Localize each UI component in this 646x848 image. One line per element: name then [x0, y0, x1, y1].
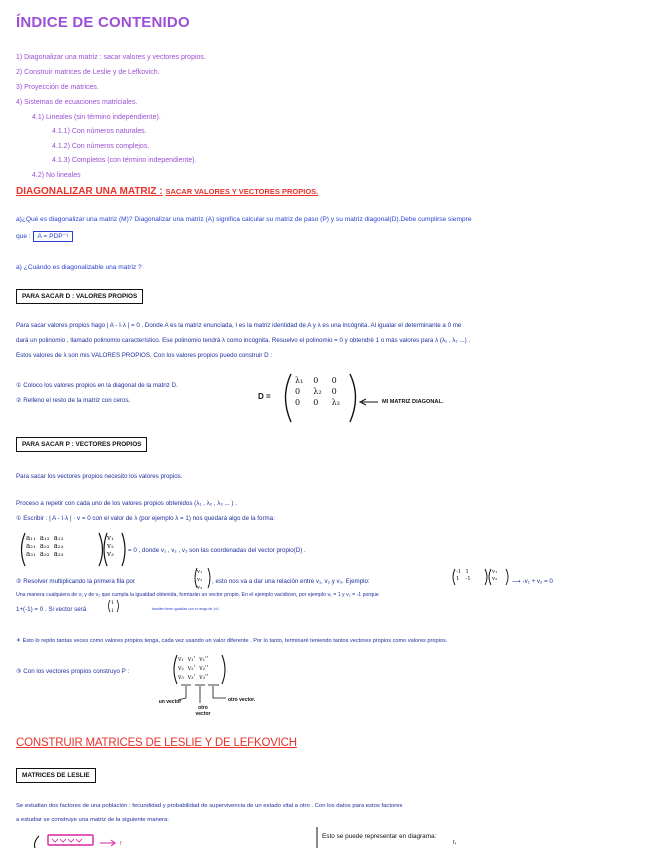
p-left-paren — [174, 655, 177, 684]
box-valores-propios: PARA SACAR D : VALORES PROPIOS — [16, 289, 143, 304]
section-leslie-heading: CONSTRUIR MATRICES DE LESLIE Y DE LEFKOVICH — [16, 737, 297, 749]
a-cell: a₃₂ — [39, 550, 50, 558]
ex-cell: -1 — [456, 569, 462, 575]
toc-item-4: 4) Sistemas de ecuaciones matriciales. — [16, 99, 138, 106]
a-cell: a₂₂ — [39, 542, 50, 550]
p-cell: v₂ — [178, 665, 184, 672]
d-cell: λ₁ — [295, 376, 304, 385]
p-step-2-icon: ② — [16, 578, 22, 585]
p-step-3-icon: ③ — [16, 668, 22, 675]
d-paragraph-3: Estos valores de λ son mis VALORES PROPIOS. Con los valores propios puedo construir D : — [16, 352, 273, 359]
d-step-2-text: Relleno el resto de la matriz con ceros. — [23, 397, 131, 404]
a-cell: a₂₁ — [26, 542, 36, 550]
exv-left-paren — [489, 569, 491, 585]
leslie-paragraph-2: a estudiar se construye una matriz de la siguiente manera: — [16, 817, 169, 823]
label-otro-vector-2: otro vector. — [228, 697, 256, 703]
arrow-otro-vector-2-icon — [213, 686, 226, 698]
v11-cell: 1 — [111, 608, 115, 614]
question-when: a) ¿Cuándo es diagonalizable una matriz ? — [16, 264, 142, 271]
section-diagonalizar-title: DIAGONALIZAR UNA MATRIZ : — [16, 186, 163, 197]
ex-left-paren — [453, 569, 455, 585]
ex-cell: 1 — [456, 576, 460, 582]
p-step-2-text-b: , esto nos va a dar una relación entre v₁, v₂ y v₃. Ejemplo: — [212, 578, 370, 585]
frv-left-paren — [195, 568, 197, 588]
que-label: que : — [16, 233, 31, 240]
p-cell: v₃'' — [199, 674, 209, 681]
box-matrices-leslie: MATRICES DE LESLIE — [16, 768, 96, 783]
p-cell: v₁'' — [199, 656, 209, 663]
a-cell: a₁₃ — [53, 534, 64, 542]
a-right-paren — [99, 533, 103, 566]
frv-cell: v₃ — [197, 585, 203, 591]
leslie-f4-label: f₄ — [453, 840, 457, 846]
diagonal-matrix-label: MI MATRIZ DIAGONAL. — [382, 399, 444, 405]
v-left-paren — [104, 533, 107, 566]
label-otro-vector: otro vector — [195, 705, 211, 717]
p-cell: v₁' — [187, 656, 196, 663]
p-paragraph-2: Proceso a repetir con cada uno de los valores propios obtenidos (λ₁ , λ₂ , λ₃ ... ) . — [16, 500, 237, 507]
d-cell: λ₂ — [313, 387, 322, 396]
a-cell: a₂₃ — [53, 542, 64, 550]
example-result: ⟶ -v₁ + v₂ = 0 — [512, 578, 553, 585]
ex-cell: -1 — [465, 576, 471, 582]
frv-cell: v₁ — [197, 569, 203, 575]
exv-cell: v₂ — [492, 576, 498, 582]
leslie-left-paren — [35, 836, 40, 848]
ex-right-paren — [485, 569, 487, 585]
leslie-row-marks — [52, 839, 82, 842]
toc-item-4-2: 4.2) No lineales — [32, 172, 81, 179]
tiny-note: también tiene igualdad con el rango de 1x1 — [152, 607, 219, 611]
p-step-2-text-d: 1+(-1) = 0 . Si vector será — [16, 606, 87, 613]
d-cell: 0 — [295, 398, 301, 407]
p-cell: v₁ — [178, 656, 184, 663]
toc-item-1: 1) Diagonalizar una matriz : sacar valores y vectores propios. — [16, 54, 206, 61]
a-cell: a₃₁ — [26, 550, 36, 558]
p-paragraph-1: Para sacar los vectores propios necesito los valores propios. — [16, 473, 183, 480]
p-step-1-icon: ① — [16, 515, 22, 522]
v-right-paren — [122, 533, 125, 566]
v-cell: v₂ — [107, 542, 114, 550]
step-2-icon: ② — [16, 397, 22, 404]
toc-item-4-1-1: 4.1.1) Con números naturales. — [52, 128, 147, 135]
page-title: ÍNDICE DE CONTENIDO — [16, 14, 190, 31]
toc-item-2: 2) Construir matrices de Leslie y de Lefkovich. — [16, 69, 160, 76]
exv-right-paren — [506, 569, 508, 585]
d-cell: λ₃ — [331, 398, 340, 407]
box-vectores-propios: PARA SACAR P : VECTORES PROPIOS — [16, 437, 147, 452]
p-step-2-text-c: Una manera cualquiera de v₁ y de v₂ que cumpla la igualdad obtenida, formarán un vector propio. En el ejemplo vacidicen, por ejemplo v₁ = 1 y v₂ = -1 porque — [16, 592, 379, 598]
v-cell: v₃ — [107, 550, 114, 558]
p-step-3-text: Con los vectores propios construyo P : — [23, 668, 130, 675]
toc-item-4-1-3: 4.1.3) Completos (con término independiente). — [52, 157, 197, 164]
v11-right-paren — [117, 600, 119, 612]
frv-right-paren — [208, 568, 210, 588]
d-matrix-label: D = — [258, 392, 271, 401]
p-cell: v₃' — [187, 674, 196, 681]
v11-cell: 1 — [111, 600, 115, 606]
section-diagonalizar-subtitle: SACAR VALORES Y VECTORES PROPIOS. — [165, 187, 319, 196]
frv-cell: v₂ — [197, 577, 203, 583]
leslie-diagram-intro: Esto se puede representar en diagrama: — [322, 833, 437, 840]
d-cell: 0 — [331, 376, 337, 385]
v11-left-paren — [109, 600, 111, 612]
toc-item-3: 3) Proyección de matrices. — [16, 84, 99, 91]
leslie-f-label: f — [120, 841, 122, 847]
a-cell: a₁₁ — [26, 534, 36, 542]
p-cell: v₃ — [178, 674, 184, 681]
d-step-1-text: Coloco los valores propios en la diagonal de la matriz D. — [23, 382, 178, 389]
d-right-paren — [350, 374, 356, 422]
p-cell: v₂'' — [199, 665, 209, 672]
d-paragraph-1: Para sacar valores propios hago | A - I·λ | = 0 . Donde A es la matriz enunciada, I es la matriz identidad de A y λ es una incógnita. Al igualar el determinante a 0 me — [16, 322, 462, 329]
label-un-vector: un vector — [158, 699, 182, 705]
p-step-1-text: Escribir : | A - I·λ | · v = 0 con el valor de λ (por ejemplo λ = 1) nos quedará algo de la forma: — [23, 515, 275, 522]
d-cell: 0 — [313, 398, 319, 407]
toc-item-4-1: 4.1) Lineales (sin término independiente). — [32, 114, 161, 121]
d-cell: 0 — [313, 376, 319, 385]
leslie-fecundity-row-box — [48, 835, 93, 845]
exv-cell: v₁ — [492, 569, 498, 575]
eq-tail: = 0 , donde v₁ , v₂ , v₃ son las coordenadas del vector propio(D) . — [128, 547, 306, 554]
formula-box: A = PDP⁻¹ — [33, 231, 74, 242]
v-cell: v₁ — [107, 534, 114, 542]
p-cell: v₂' — [187, 665, 196, 672]
d-cell: 0 — [295, 387, 301, 396]
d-left-paren — [286, 374, 292, 422]
a-cell: a₃₃ — [53, 550, 64, 558]
step-1-icon: ① — [16, 382, 22, 389]
arrow-un-vector-icon — [178, 686, 186, 700]
repeat-note: ☀ Esto lo repito tantas veces como valores propios tenga, cada vez usando un valor diferente . Por lo tanto, terminaré teniendo tantos vectores propios como valores propios. — [16, 638, 448, 644]
d-paragraph-2: dará un polinomio , llamado polinomio característico. Ese polinomio tendrá λ como incógnita. Resuelvo el polinomio = 0 y obtendré 1 o más valores para λ (λ₁ , λ₂ ...) . — [16, 337, 471, 344]
leslie-paragraph-1: Se estudian dos factores de una población : fecundidad y probabilidad de supervivencia de un estado vital a otro . Con los datos para estos factores — [16, 803, 403, 809]
p-step-2-text-a: Resolver multiplicando la primera fila por — [23, 578, 136, 585]
d-cell: 0 — [331, 387, 337, 396]
a-left-paren — [22, 533, 26, 566]
a-cell: a₁₂ — [39, 534, 50, 542]
toc-item-4-1-2: 4.1.2) Con números complejos. — [52, 143, 150, 150]
p-right-paren — [222, 655, 225, 684]
question-what-is: a)¿Qué es diagonalizar una matriz (M)? Diagonalizar una matriz (A) significa calcular su matriz de paso (P) y su matriz diagonal(D).Debe cumplirse siempre — [16, 216, 472, 223]
ex-cell: 1 — [465, 569, 469, 575]
